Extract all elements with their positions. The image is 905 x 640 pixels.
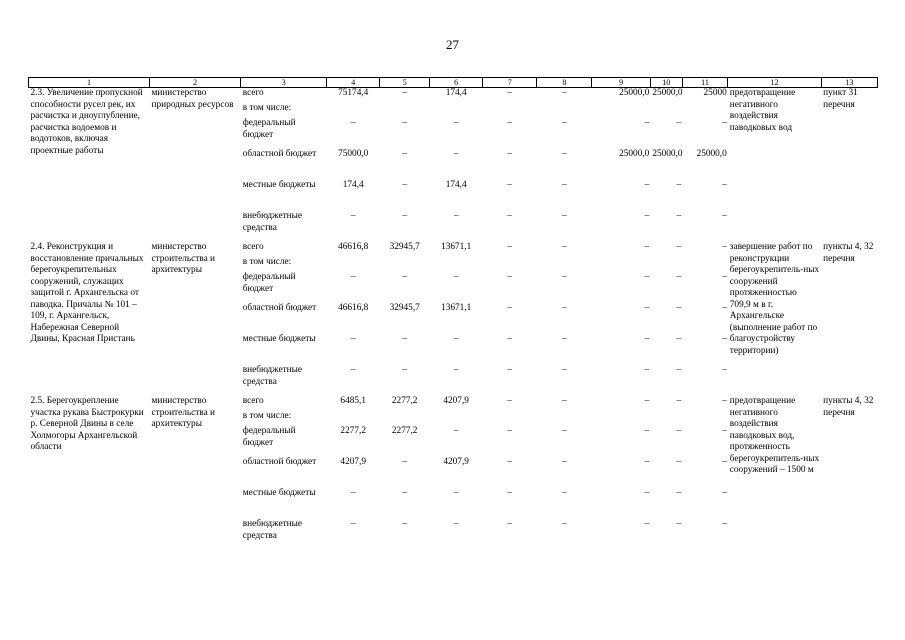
funding-value: – [402,88,408,98]
funding-value: – [507,426,513,436]
funding-value: – [453,211,459,221]
column-number-row [29,78,878,88]
funding-value: – [676,118,682,128]
funding-value: – [402,519,408,529]
funding-value: 46616,8 [338,242,369,252]
funding-value: 174,4 [445,88,467,98]
funding-value: – [676,272,682,282]
funding-source-label: в том числе: [242,103,292,113]
funding-value: 174,4 [342,180,364,190]
funding-value: – [676,334,682,344]
column-number: 3 [241,78,327,88]
funding-value: – [676,457,682,467]
funding-value: – [722,488,727,498]
funding-value: – [507,488,513,498]
funding-value: – [507,396,513,406]
funding-value: 2277,2 [391,426,418,436]
funding-value: – [562,149,567,159]
column-number: 12 [728,78,821,88]
expected-result: предотвращение негативного воздействия паводковых вод [729,88,796,133]
funding-value: – [453,519,459,529]
funding-value: – [562,396,567,406]
executor-name: министерство строительства и архитектуры [151,242,215,275]
funding-value: – [562,457,567,467]
funding-value: – [402,488,408,498]
table-row [29,88,878,104]
funding-value: – [562,303,567,313]
funding-value: 13671,1 [441,303,472,313]
funding-source-label: всего [242,242,264,252]
funding-value: 25000,0 [619,149,650,159]
funding-value [682,103,728,118]
column-number: 1 [29,78,150,88]
funding-value: – [722,272,727,282]
funding-value: – [562,118,567,128]
funding-value: – [722,118,727,128]
funding-source-label: внебюджетные средства [242,211,302,233]
funding-value: – [644,426,650,436]
column-number: 7 [483,78,537,88]
funding-value: – [562,88,567,98]
executor-name: министерство природных ресурсов [151,88,234,110]
funding-value: – [676,365,682,375]
funding-value [327,103,380,118]
funding-value: – [507,242,513,252]
funding-value: – [722,211,727,221]
funding-value [430,257,483,272]
funding-value: – [453,272,459,282]
column-number: 6 [430,78,483,88]
event-name: 2.3. Увеличение пропускной способности русел рек, их расчистка и дноуглубление, расчистка водоемов и водотоков, включая проектные работы [30,88,143,156]
funding-value: – [676,242,682,252]
funding-value: 75000,0 [338,149,369,159]
funding-value [592,411,650,426]
list-reference: пункты 4, 32 перечня [823,396,874,418]
funding-value: – [350,272,356,282]
column-number: 8 [537,78,592,88]
funding-value: – [350,118,356,128]
funding-value [682,257,728,272]
funding-source-label: областной бюджет [242,457,317,467]
funding-value: – [676,488,682,498]
funding-value [650,411,682,426]
funding-value: – [402,211,408,221]
funding-value: – [644,242,650,252]
funding-source-label: всего [242,88,264,98]
funding-source-label: в том числе: [242,411,292,421]
funding-value: – [722,365,727,375]
list-reference: пункты 4, 32 перечня [823,242,874,264]
funding-value: – [644,519,650,529]
funding-source-label: внебюджетные средства [242,365,302,387]
funding-value: 25000,0 [696,149,727,159]
column-number: 11 [682,78,728,88]
funding-source-label: областной бюджет [242,303,317,313]
funding-value: – [507,334,513,344]
funding-value: – [350,488,356,498]
funding-value: – [644,488,650,498]
funding-value: 4207,9 [443,457,469,467]
funding-source-label: федеральный бюджет [242,118,296,140]
funding-value: – [402,118,408,128]
funding-value [380,257,430,272]
funding-value: – [453,426,459,436]
executor-name: министерство строительства и архитектуры [151,396,215,429]
program-table [28,77,878,550]
funding-value: – [562,272,567,282]
funding-value: 2277,2 [340,426,366,436]
funding-source-label: местные бюджеты [242,488,316,498]
funding-source-label: федеральный бюджет [242,272,296,294]
funding-value: – [644,303,650,313]
column-number: 13 [821,78,877,88]
funding-value [537,411,592,426]
funding-source-label: внебюджетные средства [242,519,302,541]
funding-value: 46616,8 [338,303,369,313]
funding-value [430,103,483,118]
funding-value: – [507,519,513,529]
funding-value: – [402,334,408,344]
table-row [29,242,878,257]
funding-source-label: в том числе: [242,257,292,267]
funding-value: – [402,180,408,190]
column-number: 10 [650,78,682,88]
funding-value: 32945,7 [389,303,420,313]
funding-value: – [453,488,459,498]
funding-value: – [644,334,650,344]
funding-source-label: местные бюджеты [242,334,316,344]
funding-value: 4207,9 [443,396,469,406]
funding-value: 4207,9 [340,457,366,467]
funding-value: – [676,396,682,406]
column-number: 5 [380,78,430,88]
funding-value: – [350,365,356,375]
page-number: 27 [446,37,459,52]
column-number: 4 [327,78,380,88]
funding-value: – [350,334,356,344]
table-row [29,396,878,411]
funding-value: 25000 [703,88,727,98]
funding-value: – [507,365,513,375]
funding-value [650,257,682,272]
funding-value: – [507,88,513,98]
expected-result: завершение работ по реконструкции берегоукрепитель-ных сооружений протяженностью 709,9 м в г. Архангельске (выполнение работ по благоустройству территории) [729,242,820,356]
funding-value: – [676,211,682,221]
funding-value: – [562,519,567,529]
funding-value [327,411,380,426]
funding-value: – [722,457,727,467]
funding-value: – [562,426,567,436]
funding-value [592,257,650,272]
funding-value: 25000,0 [652,149,683,159]
funding-value: – [722,426,727,436]
funding-value: – [562,180,567,190]
funding-value [483,411,537,426]
funding-value: – [676,180,682,190]
list-reference: пункт 31 перечня [823,88,858,110]
funding-value: – [676,303,682,313]
funding-value: – [722,180,727,190]
funding-source-label: областной бюджет [242,149,317,159]
funding-value: – [350,519,356,529]
funding-value: – [562,488,567,498]
funding-value: – [722,334,727,344]
funding-value: – [644,180,650,190]
funding-value: – [644,457,650,467]
funding-value: – [350,211,356,221]
funding-value: – [507,149,513,159]
funding-value: – [402,149,408,159]
funding-value [650,103,682,118]
funding-value: – [453,118,459,128]
funding-value: – [453,149,459,159]
funding-value: 2277,2 [391,396,418,406]
funding-value: – [722,303,727,313]
funding-value [537,257,592,272]
funding-value [327,257,380,272]
funding-value: 25000,0 [652,88,683,98]
funding-value [537,103,592,118]
funding-value [682,411,728,426]
funding-value [483,103,537,118]
funding-value: 75174,4 [338,88,369,98]
funding-value [430,411,483,426]
funding-value: – [562,242,567,252]
funding-value: – [507,118,513,128]
funding-value: – [402,365,408,375]
funding-value: – [507,211,513,221]
funding-value: – [507,457,513,467]
funding-value: – [722,396,727,406]
event-name: 2.4. Реконструкция и восстановление причальных берегоукрепительных сооружений, служащих защитой г. Архангельска от паводка. Причалы № 101 – 109, г. Архангельск, Набережная Северной Двины, Красная Пристань [30,242,144,344]
funding-source-label: всего [242,396,264,406]
funding-value: – [644,272,650,282]
funding-value: – [562,334,567,344]
funding-source-label: местные бюджеты [242,180,316,190]
column-number: 9 [592,78,650,88]
funding-value: – [676,519,682,529]
event-name: 2.5. Берегоукрепление участка рукава Быстрокурки р. Северной Двины в селе Холмогоры Архангельской области [30,396,144,452]
funding-value: – [402,272,408,282]
funding-value: – [722,519,727,529]
funding-value: 6485,1 [340,396,366,406]
funding-value: – [507,180,513,190]
column-number: 2 [149,78,240,88]
expected-result: предотвращение негативного воздействия паводковых вод, протяженность берегоукрепитель-ных сооружений – 1500 м [729,396,820,475]
funding-value: – [402,457,408,467]
funding-value: – [644,396,650,406]
funding-value: 13671,1 [441,242,472,252]
funding-value [483,257,537,272]
funding-value: 25000,0 [619,88,650,98]
funding-value: – [644,365,650,375]
funding-source-label: федеральный бюджет [242,426,296,448]
funding-value: – [507,272,513,282]
funding-value: – [562,365,567,375]
funding-value: – [676,426,682,436]
funding-value [380,103,430,118]
funding-value: – [722,242,727,252]
funding-value: – [453,365,459,375]
funding-value: 32945,7 [389,242,420,252]
funding-value: – [644,211,650,221]
funding-value: – [562,211,567,221]
funding-value [380,411,430,426]
funding-value: – [644,118,650,128]
funding-value: – [507,303,513,313]
funding-value: – [453,334,459,344]
funding-value: 174,4 [445,180,467,190]
funding-value [592,103,650,118]
